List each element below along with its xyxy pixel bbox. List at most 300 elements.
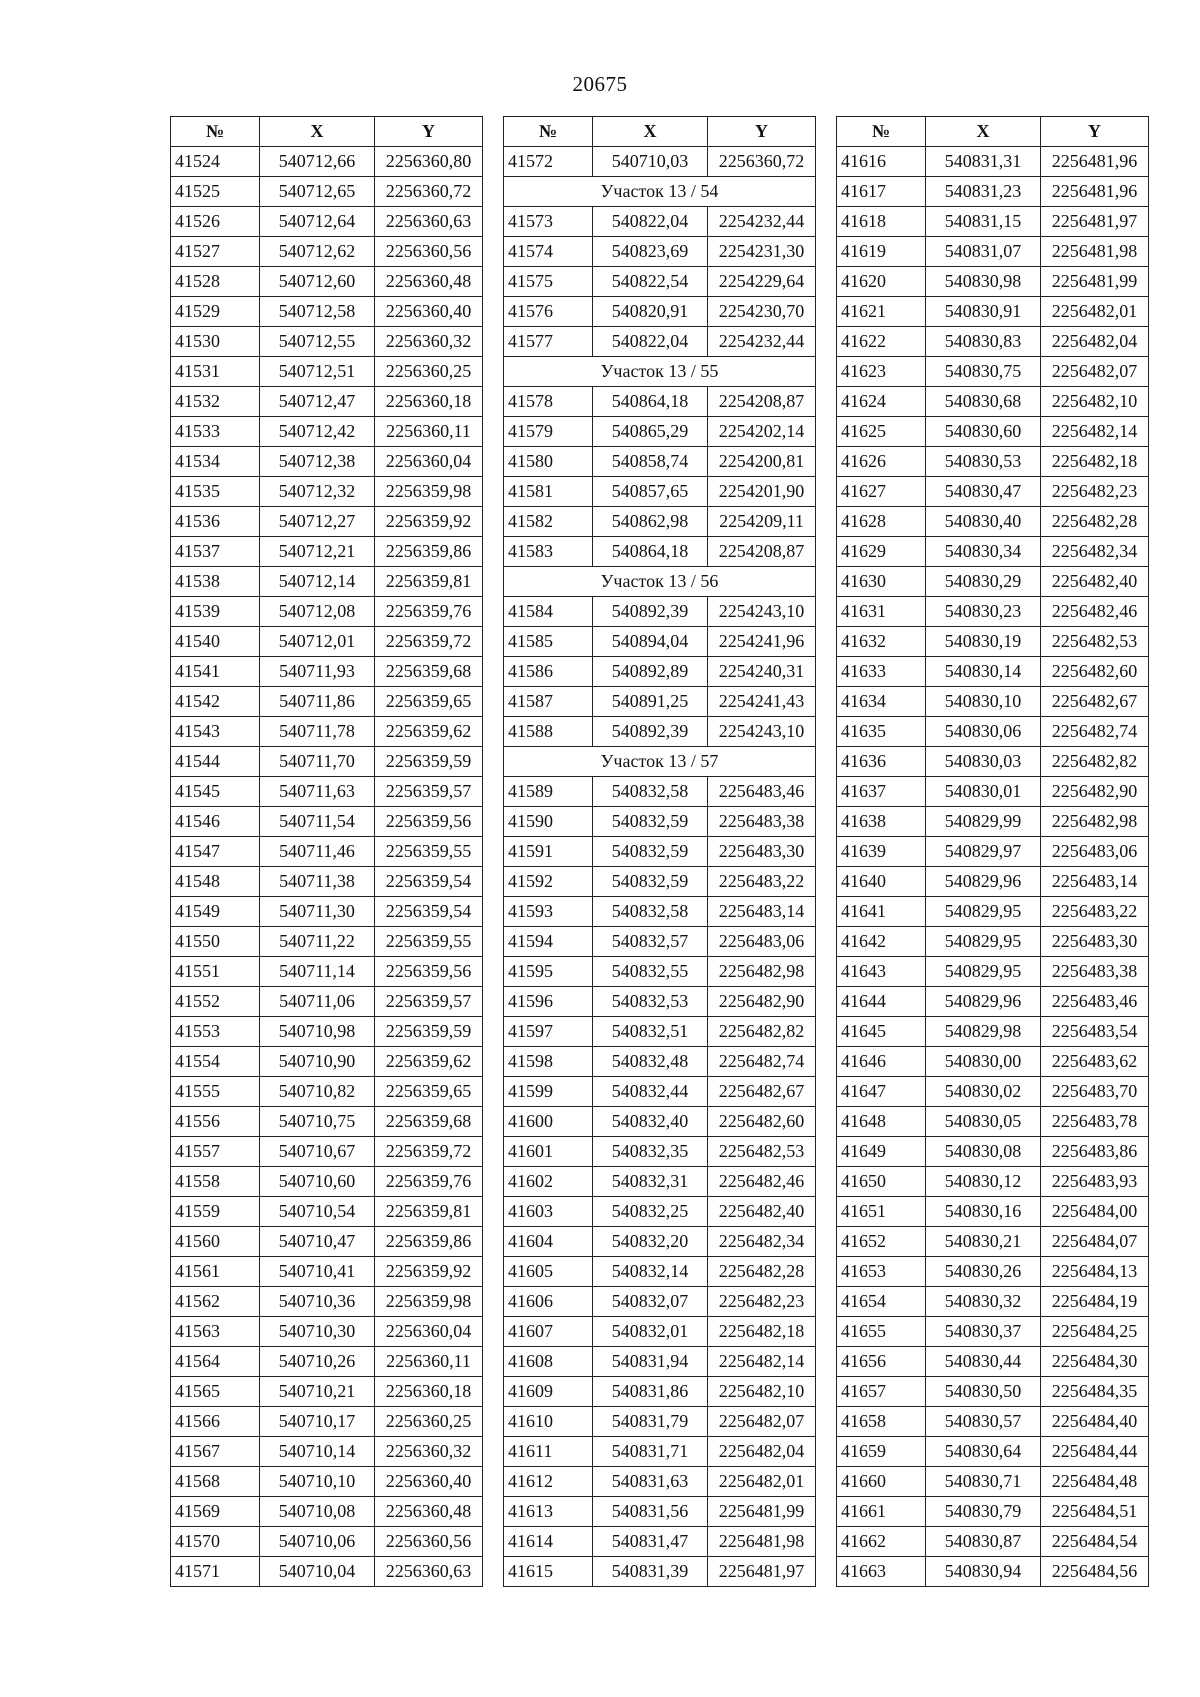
x-coordinate: 540710,30: [260, 1317, 375, 1347]
y-coordinate: 2256482,28: [708, 1257, 816, 1287]
table-row: [837, 1347, 1149, 1377]
x-coordinate: 540712,08: [260, 597, 375, 627]
y-coordinate: 2256482,34: [1041, 537, 1149, 567]
y-coordinate: 2256359,68: [375, 1107, 483, 1137]
table-row: [171, 1437, 483, 1467]
table-row: [837, 297, 1149, 327]
table-row: [837, 1497, 1149, 1527]
point-number: 41616: [837, 147, 926, 177]
table-row: [171, 1347, 483, 1377]
table-row: [837, 327, 1149, 357]
x-coordinate: 540712,55: [260, 327, 375, 357]
x-coordinate: 540820,91: [593, 297, 708, 327]
y-coordinate: 2256483,38: [708, 807, 816, 837]
x-coordinate: 540829,95: [926, 927, 1041, 957]
x-coordinate: 540711,78: [260, 717, 375, 747]
point-number: 41642: [837, 927, 926, 957]
point-number: 41565: [171, 1377, 260, 1407]
y-coordinate: 2256484,07: [1041, 1227, 1149, 1257]
x-coordinate: 540829,95: [926, 957, 1041, 987]
point-number: 41557: [171, 1137, 260, 1167]
table-row: [504, 1197, 816, 1227]
table-row: [504, 627, 816, 657]
y-coordinate: 2254240,31: [708, 657, 816, 687]
x-coordinate: 540858,74: [593, 447, 708, 477]
point-number: 41615: [504, 1557, 593, 1587]
x-coordinate: 540822,04: [593, 327, 708, 357]
y-coordinate: 2256483,62: [1041, 1047, 1149, 1077]
x-coordinate: 540830,98: [926, 267, 1041, 297]
x-coordinate: 540832,58: [593, 777, 708, 807]
x-coordinate: 540830,75: [926, 357, 1041, 387]
table-row: [171, 687, 483, 717]
table-row: [504, 1497, 816, 1527]
y-coordinate: 2256481,99: [708, 1497, 816, 1527]
x-coordinate: 540892,39: [593, 597, 708, 627]
point-number: 41603: [504, 1197, 593, 1227]
point-number: 41625: [837, 417, 926, 447]
x-coordinate: 540710,82: [260, 1077, 375, 1107]
point-number: 41575: [504, 267, 593, 297]
point-number: 41576: [504, 297, 593, 327]
table-row: [837, 267, 1149, 297]
table-row: [504, 807, 816, 837]
point-number: 41527: [171, 237, 260, 267]
y-coordinate: 2256481,98: [708, 1527, 816, 1557]
y-coordinate: 2256482,53: [1041, 627, 1149, 657]
table-row: [504, 1047, 816, 1077]
point-number: 41636: [837, 747, 926, 777]
y-coordinate: 2256482,90: [1041, 777, 1149, 807]
x-coordinate: 540712,01: [260, 627, 375, 657]
point-number: 41604: [504, 1227, 593, 1257]
table-row: [837, 987, 1149, 1017]
table-row: [504, 1107, 816, 1137]
y-coordinate: 2256359,56: [375, 957, 483, 987]
point-number: 41613: [504, 1497, 593, 1527]
x-coordinate: 540830,57: [926, 1407, 1041, 1437]
y-coordinate: 2256360,32: [375, 327, 483, 357]
header-row: [504, 117, 816, 147]
x-coordinate: 540830,68: [926, 387, 1041, 417]
y-coordinate: 2256482,14: [1041, 417, 1149, 447]
x-coordinate: 540831,15: [926, 207, 1041, 237]
y-coordinate: 2256360,04: [375, 447, 483, 477]
table-row: [504, 597, 816, 627]
x-coordinate: 540712,14: [260, 567, 375, 597]
table-row: [171, 507, 483, 537]
x-coordinate: 540830,47: [926, 477, 1041, 507]
point-number: 41595: [504, 957, 593, 987]
table-row: [504, 447, 816, 477]
table-row: [171, 1077, 483, 1107]
y-coordinate: 2256482,14: [708, 1347, 816, 1377]
table-row: [837, 627, 1149, 657]
table-row: [837, 1467, 1149, 1497]
point-number: 41535: [171, 477, 260, 507]
table-row: [837, 537, 1149, 567]
table-row: [837, 777, 1149, 807]
point-number: 41641: [837, 897, 926, 927]
y-coordinate: 2256484,48: [1041, 1467, 1149, 1497]
table-row: [837, 207, 1149, 237]
table-row: [837, 1197, 1149, 1227]
y-coordinate: 2254241,43: [708, 687, 816, 717]
point-number: 41551: [171, 957, 260, 987]
y-coordinate: 2256360,18: [375, 1377, 483, 1407]
y-coordinate: 2256359,54: [375, 867, 483, 897]
y-coordinate: 2256481,96: [1041, 177, 1149, 207]
point-number: 41635: [837, 717, 926, 747]
table-row: [837, 747, 1149, 777]
y-coordinate: 2254231,30: [708, 237, 816, 267]
point-number: 41657: [837, 1377, 926, 1407]
y-coordinate: 2256482,74: [708, 1047, 816, 1077]
y-coordinate: 2256483,14: [708, 897, 816, 927]
y-coordinate: 2256482,67: [708, 1077, 816, 1107]
table-row: [171, 1197, 483, 1227]
point-number: 41655: [837, 1317, 926, 1347]
table-row: [837, 1257, 1149, 1287]
table-row: [171, 657, 483, 687]
point-number: 41656: [837, 1347, 926, 1377]
section-row: [504, 567, 816, 597]
header-num: №: [837, 117, 926, 147]
point-number: 41534: [171, 447, 260, 477]
point-number: 41631: [837, 597, 926, 627]
x-coordinate: 540712,47: [260, 387, 375, 417]
table-row: [504, 957, 816, 987]
x-coordinate: 540832,20: [593, 1227, 708, 1257]
x-coordinate: 540712,32: [260, 477, 375, 507]
point-number: 41627: [837, 477, 926, 507]
y-coordinate: 2256483,22: [1041, 897, 1149, 927]
point-number: 41548: [171, 867, 260, 897]
table-row: [504, 777, 816, 807]
y-coordinate: 2256484,54: [1041, 1527, 1149, 1557]
table-row: [504, 927, 816, 957]
y-coordinate: 2256483,22: [708, 867, 816, 897]
point-number: 41614: [504, 1527, 593, 1557]
x-coordinate: 540711,86: [260, 687, 375, 717]
y-coordinate: 2256483,86: [1041, 1137, 1149, 1167]
point-number: 41662: [837, 1527, 926, 1557]
y-coordinate: 2256483,78: [1041, 1107, 1149, 1137]
table-row: [171, 1557, 483, 1587]
point-number: 41540: [171, 627, 260, 657]
x-coordinate: 540830,00: [926, 1047, 1041, 1077]
x-coordinate: 540710,90: [260, 1047, 375, 1077]
point-number: 41580: [504, 447, 593, 477]
point-number: 41550: [171, 927, 260, 957]
x-coordinate: 540822,04: [593, 207, 708, 237]
section-row: [504, 177, 816, 207]
y-coordinate: 2256483,93: [1041, 1167, 1149, 1197]
table-row: [837, 477, 1149, 507]
y-coordinate: 2256359,92: [375, 507, 483, 537]
table-row: [504, 237, 816, 267]
point-number: 41619: [837, 237, 926, 267]
x-coordinate: 540711,54: [260, 807, 375, 837]
point-number: 41541: [171, 657, 260, 687]
table-row: [171, 387, 483, 417]
point-number: 41528: [171, 267, 260, 297]
x-coordinate: 540711,14: [260, 957, 375, 987]
y-coordinate: 2256359,86: [375, 1227, 483, 1257]
x-coordinate: 540830,32: [926, 1287, 1041, 1317]
point-number: 41577: [504, 327, 593, 357]
point-number: 41566: [171, 1407, 260, 1437]
y-coordinate: 2256484,51: [1041, 1497, 1149, 1527]
x-coordinate: 540830,53: [926, 447, 1041, 477]
x-coordinate: 540710,04: [260, 1557, 375, 1587]
table-row: [837, 1407, 1149, 1437]
x-coordinate: 540831,07: [926, 237, 1041, 267]
x-coordinate: 540830,08: [926, 1137, 1041, 1167]
table-row: [171, 327, 483, 357]
y-coordinate: 2256482,10: [1041, 387, 1149, 417]
table-row: [837, 1317, 1149, 1347]
x-coordinate: 540829,95: [926, 897, 1041, 927]
point-number: 41539: [171, 597, 260, 627]
x-coordinate: 540831,63: [593, 1467, 708, 1497]
table-row: [504, 1407, 816, 1437]
point-number: 41567: [171, 1437, 260, 1467]
x-coordinate: 540829,98: [926, 1017, 1041, 1047]
point-number: 41573: [504, 207, 593, 237]
x-coordinate: 540832,35: [593, 1137, 708, 1167]
table-row: [171, 1047, 483, 1077]
point-number: 41660: [837, 1467, 926, 1497]
point-number: 41652: [837, 1227, 926, 1257]
x-coordinate: 540832,57: [593, 927, 708, 957]
header-row: [837, 117, 1149, 147]
point-number: 41554: [171, 1047, 260, 1077]
y-coordinate: 2256482,10: [708, 1377, 816, 1407]
table-row: [837, 957, 1149, 987]
table-row: [504, 1347, 816, 1377]
y-coordinate: 2256359,68: [375, 657, 483, 687]
x-coordinate: 540710,08: [260, 1497, 375, 1527]
y-coordinate: 2254229,64: [708, 267, 816, 297]
y-coordinate: 2254241,96: [708, 627, 816, 657]
table-row: [837, 567, 1149, 597]
table-row: [837, 597, 1149, 627]
point-number: 41582: [504, 507, 593, 537]
x-coordinate: 540710,36: [260, 1287, 375, 1317]
point-number: 41612: [504, 1467, 593, 1497]
y-coordinate: 2256359,59: [375, 747, 483, 777]
point-number: 41594: [504, 927, 593, 957]
y-coordinate: 2256483,54: [1041, 1017, 1149, 1047]
table-row: [504, 1257, 816, 1287]
header-y: Y: [375, 117, 483, 147]
point-number: 41543: [171, 717, 260, 747]
point-number: 41589: [504, 777, 593, 807]
point-number: 41621: [837, 297, 926, 327]
table-row: [504, 717, 816, 747]
table-row: [171, 897, 483, 927]
point-number: 41578: [504, 387, 593, 417]
x-coordinate: 540830,01: [926, 777, 1041, 807]
x-coordinate: 540710,98: [260, 1017, 375, 1047]
point-number: 41617: [837, 177, 926, 207]
y-coordinate: 2256484,00: [1041, 1197, 1149, 1227]
point-number: 41559: [171, 1197, 260, 1227]
table-row: [837, 1437, 1149, 1467]
x-coordinate: 540830,64: [926, 1437, 1041, 1467]
table-row: [171, 267, 483, 297]
table-row: [171, 1287, 483, 1317]
y-coordinate: 2256481,98: [1041, 237, 1149, 267]
y-coordinate: 2254208,87: [708, 537, 816, 567]
point-number: 41584: [504, 597, 593, 627]
x-coordinate: 540829,96: [926, 987, 1041, 1017]
table-row: [171, 1527, 483, 1557]
y-coordinate: 2256359,57: [375, 987, 483, 1017]
x-coordinate: 540830,23: [926, 597, 1041, 627]
point-number: 41530: [171, 327, 260, 357]
x-coordinate: 540710,47: [260, 1227, 375, 1257]
y-coordinate: 2254201,90: [708, 477, 816, 507]
x-coordinate: 540830,37: [926, 1317, 1041, 1347]
x-coordinate: 540712,27: [260, 507, 375, 537]
x-coordinate: 540831,56: [593, 1497, 708, 1527]
table-row: [837, 687, 1149, 717]
table-row: [504, 1527, 816, 1557]
point-number: 41643: [837, 957, 926, 987]
y-coordinate: 2256482,98: [1041, 807, 1149, 837]
y-coordinate: 2256484,19: [1041, 1287, 1149, 1317]
point-number: 41574: [504, 237, 593, 267]
table-row: [837, 1017, 1149, 1047]
x-coordinate: 540831,31: [926, 147, 1041, 177]
y-coordinate: 2256482,07: [1041, 357, 1149, 387]
point-number: 41602: [504, 1167, 593, 1197]
x-coordinate: 540831,47: [593, 1527, 708, 1557]
table-row: [171, 987, 483, 1017]
x-coordinate: 540864,18: [593, 387, 708, 417]
y-coordinate: 2256483,06: [1041, 837, 1149, 867]
y-coordinate: 2256360,80: [375, 147, 483, 177]
table-row: [837, 1527, 1149, 1557]
y-coordinate: 2256359,81: [375, 1197, 483, 1227]
table-row: [504, 897, 816, 927]
y-coordinate: 2256359,72: [375, 627, 483, 657]
y-coordinate: 2254202,14: [708, 417, 816, 447]
coordinates-table-1: [170, 116, 483, 1587]
point-number: 41623: [837, 357, 926, 387]
x-coordinate: 540832,48: [593, 1047, 708, 1077]
x-coordinate: 540830,06: [926, 717, 1041, 747]
table-row: [504, 1377, 816, 1407]
point-number: 41653: [837, 1257, 926, 1287]
x-coordinate: 540830,40: [926, 507, 1041, 537]
point-number: 41564: [171, 1347, 260, 1377]
point-number: 41536: [171, 507, 260, 537]
x-coordinate: 540864,18: [593, 537, 708, 567]
y-coordinate: 2256359,65: [375, 687, 483, 717]
table-row: [504, 147, 816, 177]
table-row: [171, 1317, 483, 1347]
y-coordinate: 2256360,11: [375, 1347, 483, 1377]
table-row: [171, 447, 483, 477]
point-number: 41611: [504, 1437, 593, 1467]
point-number: 41597: [504, 1017, 593, 1047]
y-coordinate: 2256360,63: [375, 207, 483, 237]
point-number: 41561: [171, 1257, 260, 1287]
point-number: 41569: [171, 1497, 260, 1527]
y-coordinate: 2256360,48: [375, 267, 483, 297]
y-coordinate: 2256483,30: [708, 837, 816, 867]
y-coordinate: 2254232,44: [708, 207, 816, 237]
y-coordinate: 2256360,40: [375, 1467, 483, 1497]
point-number: 41583: [504, 537, 593, 567]
point-number: 41552: [171, 987, 260, 1017]
x-coordinate: 540829,97: [926, 837, 1041, 867]
table-row: [171, 357, 483, 387]
point-number: 41638: [837, 807, 926, 837]
x-coordinate: 540711,93: [260, 657, 375, 687]
y-coordinate: 2256482,23: [708, 1287, 816, 1317]
x-coordinate: 540830,19: [926, 627, 1041, 657]
x-coordinate: 540712,38: [260, 447, 375, 477]
x-coordinate: 540830,44: [926, 1347, 1041, 1377]
y-coordinate: 2256482,04: [1041, 327, 1149, 357]
point-number: 41606: [504, 1287, 593, 1317]
x-coordinate: 540832,40: [593, 1107, 708, 1137]
point-number: 41533: [171, 417, 260, 447]
table-row: [504, 1557, 816, 1587]
x-coordinate: 540711,38: [260, 867, 375, 897]
y-coordinate: 2254209,11: [708, 507, 816, 537]
y-coordinate: 2256482,82: [1041, 747, 1149, 777]
y-coordinate: 2256481,99: [1041, 267, 1149, 297]
table-row: [171, 417, 483, 447]
point-number: 41640: [837, 867, 926, 897]
table-row: [837, 147, 1149, 177]
point-number: 41600: [504, 1107, 593, 1137]
coordinates-table-3: [836, 116, 1149, 1587]
point-number: 41568: [171, 1467, 260, 1497]
y-coordinate: 2256483,06: [708, 927, 816, 957]
table-row: [171, 1497, 483, 1527]
x-coordinate: 540830,60: [926, 417, 1041, 447]
y-coordinate: 2256484,30: [1041, 1347, 1149, 1377]
table-row: [171, 1017, 483, 1047]
x-coordinate: 540710,06: [260, 1527, 375, 1557]
table-row: [837, 177, 1149, 207]
y-coordinate: 2256360,72: [375, 177, 483, 207]
y-coordinate: 2256359,81: [375, 567, 483, 597]
point-number: 41537: [171, 537, 260, 567]
x-coordinate: 540829,96: [926, 867, 1041, 897]
table-row: [504, 207, 816, 237]
y-coordinate: 2256484,56: [1041, 1557, 1149, 1587]
y-coordinate: 2256359,76: [375, 1167, 483, 1197]
point-number: 41659: [837, 1437, 926, 1467]
section-label: Участок 13 / 55: [504, 357, 816, 387]
y-coordinate: 2256481,97: [1041, 207, 1149, 237]
y-coordinate: 2256484,13: [1041, 1257, 1149, 1287]
y-coordinate: 2256482,53: [708, 1137, 816, 1167]
y-coordinate: 2256360,25: [375, 1407, 483, 1437]
point-number: 41596: [504, 987, 593, 1017]
y-coordinate: 2256359,55: [375, 927, 483, 957]
x-coordinate: 540710,10: [260, 1467, 375, 1497]
table-row: [171, 777, 483, 807]
y-coordinate: 2256483,30: [1041, 927, 1149, 957]
